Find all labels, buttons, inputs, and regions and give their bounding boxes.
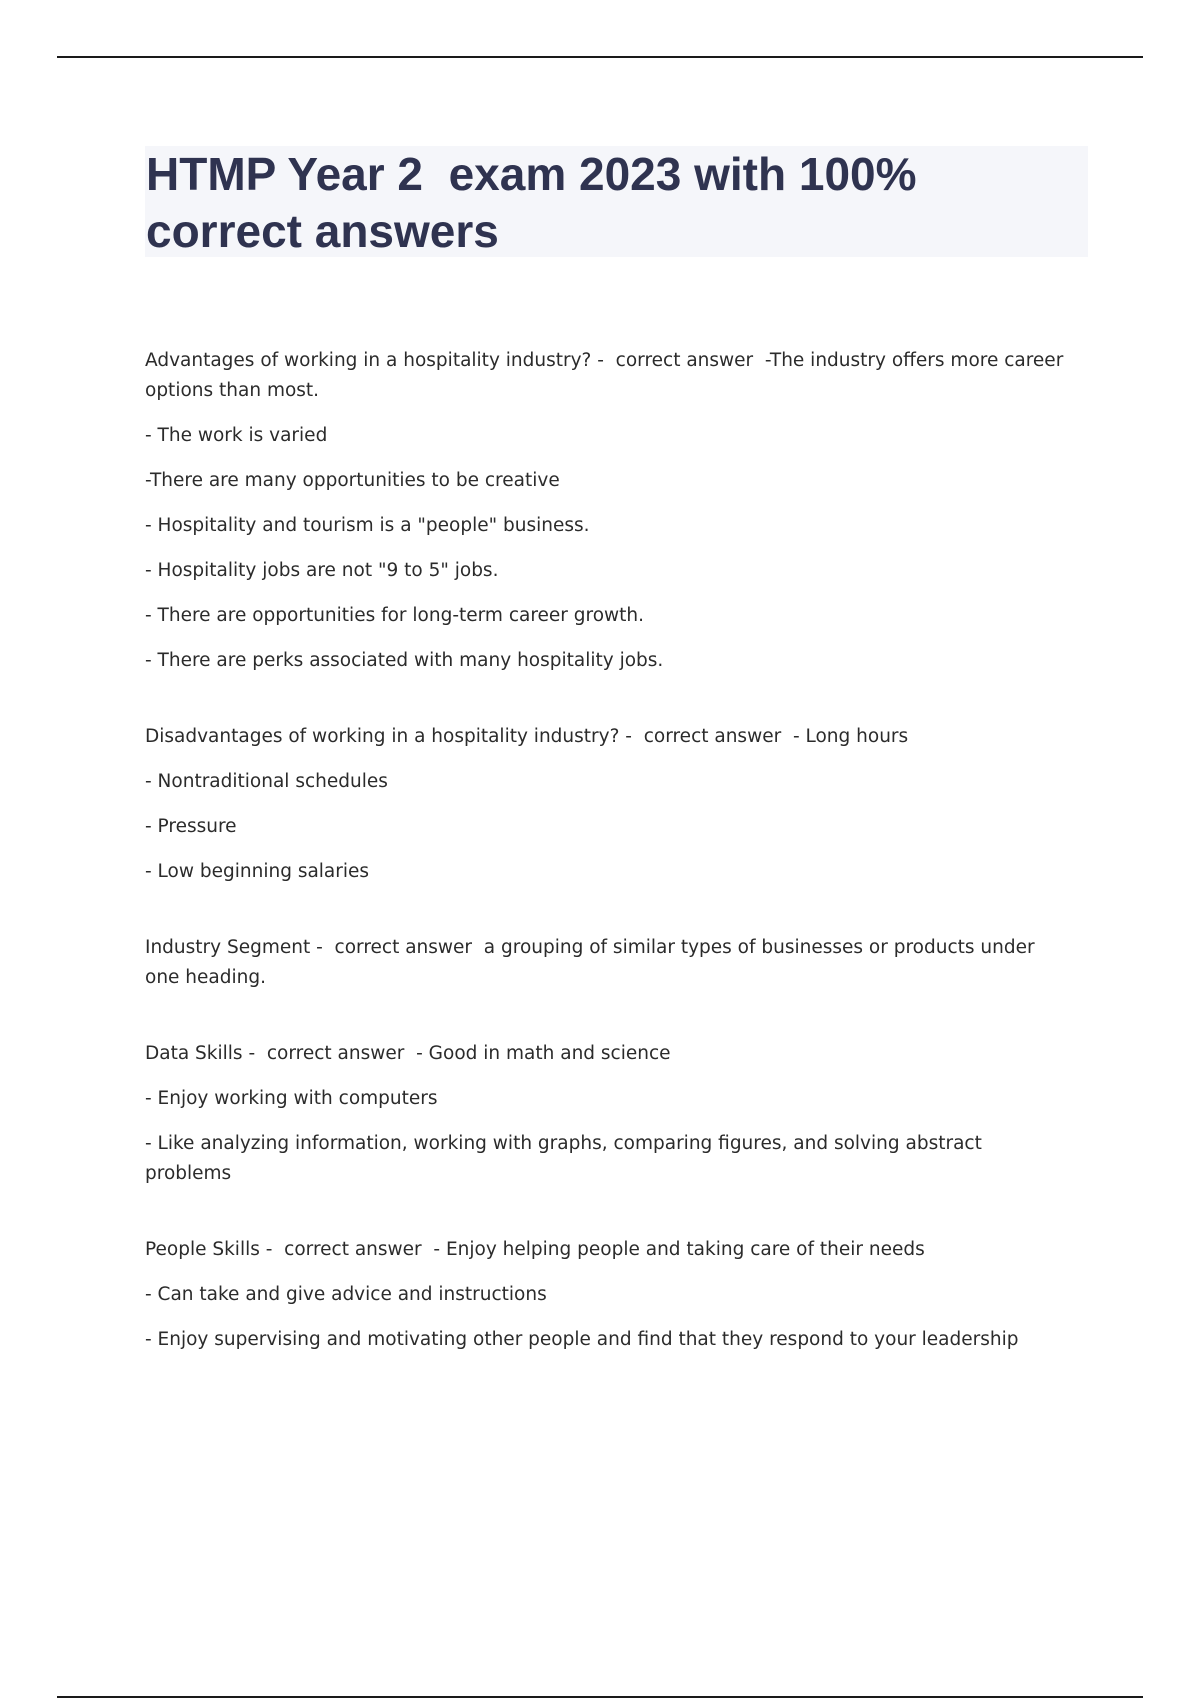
answer-line: - Pressure [145, 816, 237, 837]
question-advantages: Advantages of working in a hospitality industry? - correct answer -The industry offers more career options than most. [145, 350, 1070, 401]
qa-item-data-skills [145, 1039, 1065, 1189]
answer-line: - There are perks associated with many hospitality jobs. [145, 650, 664, 671]
question-people-skills: People Skills - correct answer - Enjoy helping people and taking care of their needs [145, 1239, 925, 1260]
answer-line: -There are many opportunities to be creative [145, 470, 560, 491]
question-disadvantages: Disadvantages of working in a hospitality industry? - correct answer - Long hours [145, 726, 909, 747]
answer-line: - Nontraditional schedules [145, 771, 388, 792]
qa-item-industry-segment [145, 933, 1065, 993]
qa-item-advantages [145, 346, 1070, 676]
answer-line: - Can take and give advice and instructions [145, 1284, 547, 1305]
answer-line: - Enjoy supervising and motivating other people and find that they respond to your leadership [145, 1329, 1019, 1350]
top-rule [57, 56, 1143, 58]
answer-line: - Low beginning salaries [145, 861, 370, 882]
question-data-skills: Data Skills - correct answer - Good in math and science [145, 1043, 671, 1064]
qa-item-people-skills [145, 1235, 1065, 1355]
document-body [145, 346, 1070, 1401]
answer-line: - The work is varied [145, 425, 328, 446]
answer-line: - Enjoy working with computers [145, 1088, 438, 1109]
answer-line: - Like analyzing information, working with graphs, comparing figures, and solving abstract problems [145, 1133, 988, 1184]
document-title: HTMP Year 2 exam 2023 with 100% correct answers [146, 148, 930, 257]
qa-item-disadvantages [145, 722, 1065, 887]
question-industry-segment: Industry Segment - correct answer a grouping of similar types of businesses or products under one heading. [145, 937, 1041, 988]
bottom-rule [57, 1696, 1143, 1698]
answer-line: - There are opportunities for long-term career growth. [145, 605, 645, 626]
answer-line: - Hospitality jobs are not "9 to 5" jobs. [145, 560, 499, 581]
answer-line: - Hospitality and tourism is a "people" business. [145, 515, 590, 536]
